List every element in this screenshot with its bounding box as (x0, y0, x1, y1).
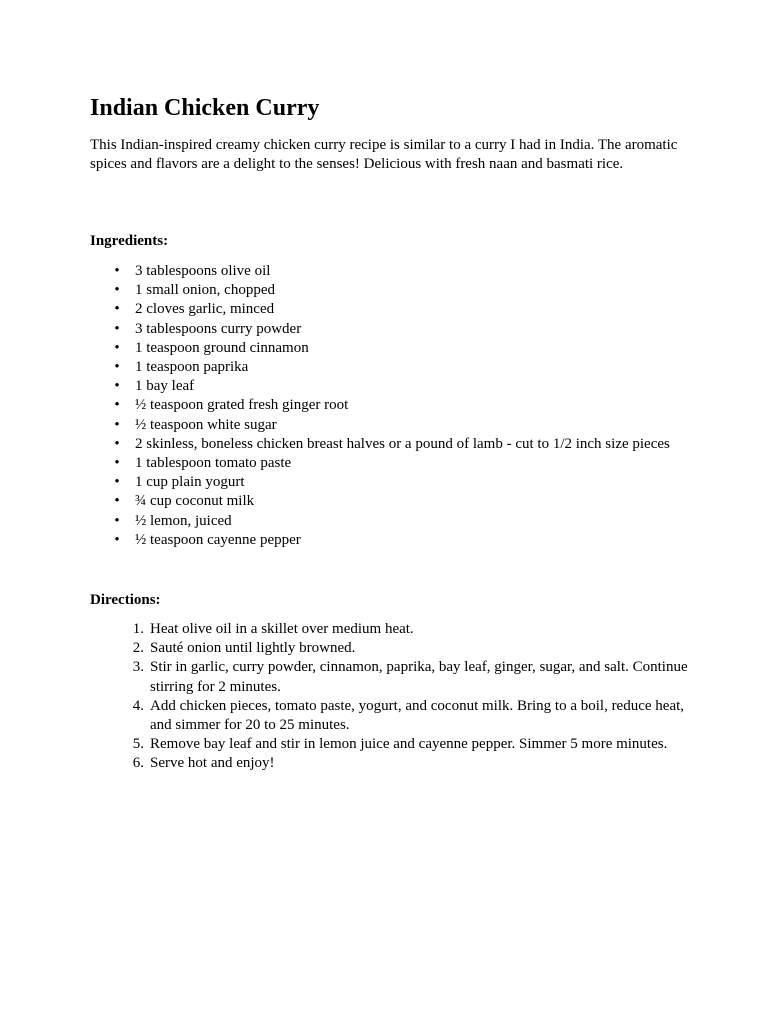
step-number: 6. (132, 755, 144, 772)
ingredient-item (90, 339, 710, 358)
ingredient-text: 3 tablespoons olive oil (135, 263, 271, 279)
directions-heading: Directions: (90, 592, 161, 608)
ingredient-text: ½ teaspoon cayenne pepper (135, 531, 301, 548)
step-text: Sauté onion until lightly browned. (150, 640, 356, 657)
step-number: 3. (132, 659, 144, 676)
directions-list (90, 620, 690, 774)
ingredient-item (90, 300, 710, 319)
step-number: 5. (132, 736, 144, 753)
ingredient-text: 1 teaspoon ground cinnamon (135, 339, 309, 356)
intro-paragraph: This Indian-inspired creamy chicken curry recipe is similar to a curry I had in India. The aromatic spices and flavors are a delight to the senses! Delicious with fresh naan and basmati rice. (90, 137, 678, 173)
ingredient-text: 2 cloves garlic, minced (135, 301, 275, 318)
step-text: Serve hot and enjoy! (150, 755, 275, 772)
direction-step (90, 658, 690, 696)
ingredient-text: ½ teaspoon white sugar (135, 416, 277, 433)
bullet-icon (111, 281, 123, 300)
bullet-icon (111, 358, 123, 377)
ingredient-text: 1 cup plain yogurt (135, 474, 245, 491)
ingredient-text: 3 tablespoons curry powder (135, 320, 302, 337)
ingredient-item (90, 454, 710, 473)
direction-step (90, 735, 690, 754)
ingredient-item (90, 262, 710, 281)
ingredient-text: 1 bay leaf (135, 378, 195, 395)
direction-step (90, 697, 690, 735)
step-text: Remove bay leaf and stir in lemon juice and cayenne pepper. Simmer 5 more minutes. (150, 736, 668, 753)
ingredient-text: ½ teaspoon grated fresh ginger root (135, 397, 349, 414)
bullet-icon (111, 512, 123, 531)
step-number: 4. (132, 697, 144, 714)
bullet-icon (111, 435, 123, 454)
bullet-icon (111, 262, 123, 281)
ingredient-item (90, 377, 710, 396)
ingredient-item (90, 358, 710, 377)
ingredient-item (90, 492, 710, 511)
ingredient-item (90, 281, 710, 300)
bullet-icon (111, 339, 123, 358)
bullet-icon (111, 454, 123, 473)
ingredient-text: ¾ cup coconut milk (135, 493, 255, 510)
ingredients-list (90, 262, 710, 550)
page-title: Indian Chicken Curry (90, 95, 320, 121)
bullet-icon (111, 492, 123, 511)
ingredient-item (90, 435, 710, 454)
ingredient-text: ½ lemon, juiced (135, 512, 232, 529)
ingredient-item (90, 396, 710, 415)
step-text: Heat olive oil in a skillet over medium heat. (150, 621, 414, 637)
ingredient-item (90, 531, 710, 550)
bullet-icon (111, 320, 123, 339)
bullet-icon (111, 300, 123, 319)
step-number: 2. (132, 640, 144, 657)
ingredient-item (90, 320, 710, 339)
step-number: 1. (132, 621, 144, 637)
direction-step (90, 754, 690, 773)
ingredient-item (90, 512, 710, 531)
ingredient-text: 1 small onion, chopped (135, 282, 275, 299)
ingredient-text: 2 skinless, boneless chicken breast halves or a pound of lamb - cut to 1/2 inch size pieces (135, 435, 670, 452)
step-text: Stir in garlic, curry powder, cinnamon, paprika, bay leaf, ginger, sugar, and salt. Continue stirring for 2 minutes. (150, 659, 688, 695)
ingredient-text: 1 tablespoon tomato paste (135, 455, 292, 472)
direction-step (90, 620, 690, 639)
bullet-icon (111, 473, 123, 492)
ingredient-text: 1 teaspoon paprika (135, 359, 249, 376)
bullet-icon (111, 416, 123, 435)
bullet-icon (111, 377, 123, 396)
bullet-icon (111, 396, 123, 415)
step-text: Add chicken pieces, tomato paste, yogurt, and coconut milk. Bring to a boil, reduce heat, and simmer for 20 to 25 minutes. (150, 697, 685, 734)
ingredient-item (90, 473, 710, 492)
ingredient-item (90, 416, 710, 435)
ingredients-heading: Ingredients: (90, 233, 169, 249)
bullet-icon (111, 531, 123, 550)
direction-step (90, 639, 690, 658)
